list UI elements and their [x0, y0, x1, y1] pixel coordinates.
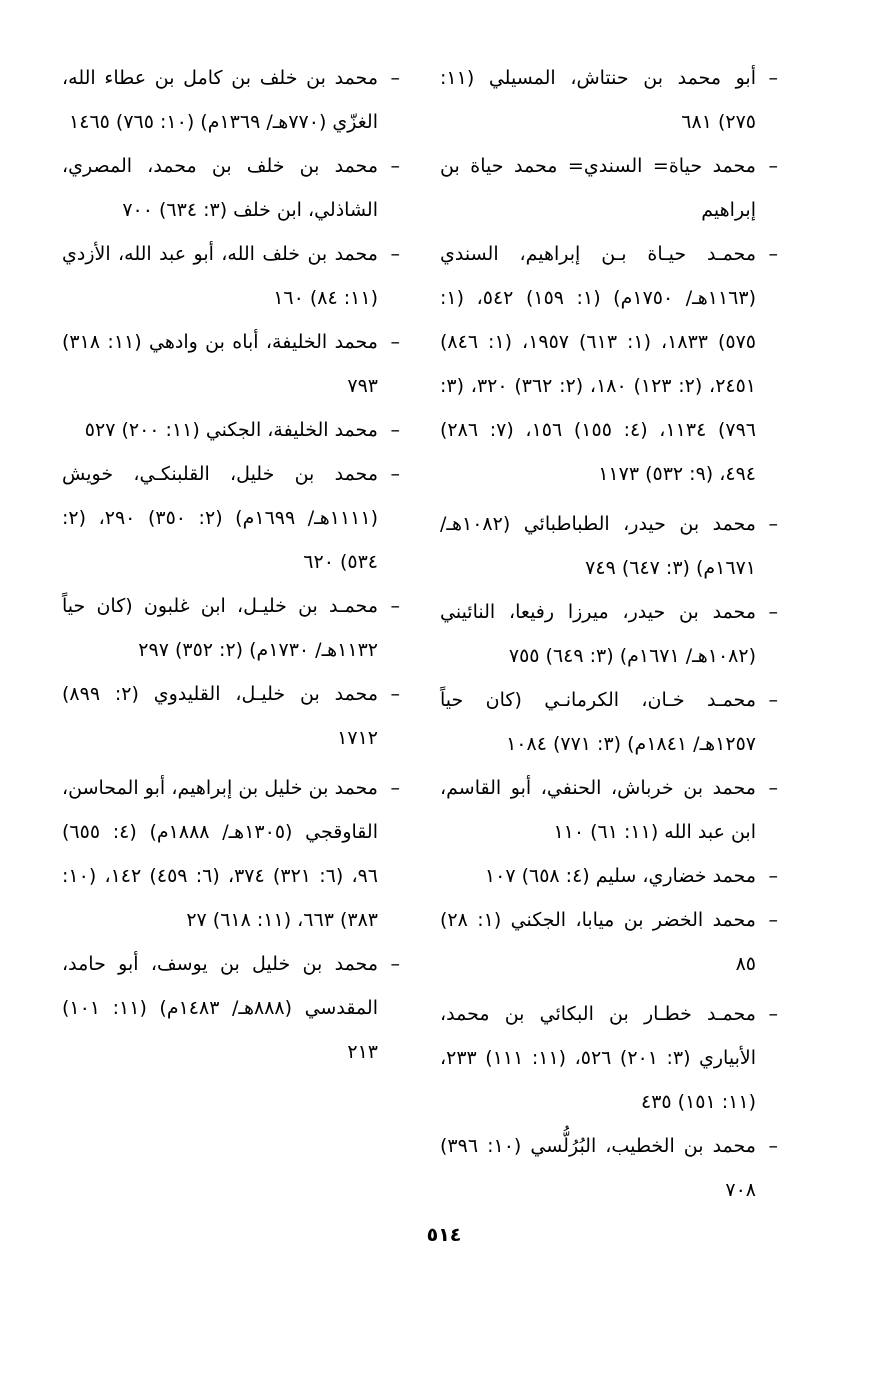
- entry-text: محمد بن خلف الله، أبو عبد الله، الأزدي (١١: ٨٤) ١٦٠: [62, 243, 378, 309]
- entry-text: محمـد بن خليـل، ابن غلبون (كان حياً ١١٣٢هـ/ ١٧٣٠م) (٢: ٣٥٢) ٢٩٧: [62, 595, 378, 661]
- index-entry: [440, 898, 780, 986]
- index-entry: [440, 56, 780, 144]
- entry-text: محمد بن خليـل، القليدوي (٢: ٨٩٩) ١٧١٢: [62, 683, 378, 749]
- entry-dash: –: [390, 67, 400, 89]
- index-entry: [440, 502, 780, 590]
- entry-text: محمـد خـان، الكرمانـي (كان حياً ١٢٥٧هـ/ ١٨٤١م) (٣: ٧٧١) ١٠٨٤: [440, 689, 756, 755]
- entry-text: محمد بن خليل بن يوسف، أبو حامد، المقدسي (٨٨٨هـ/ ١٤٨٣م) (١١: ١٠١) ٢١٣: [62, 953, 378, 1063]
- entry-text: محمد بن الخطيب، البُرُلُّسي (١٠: ٣٩٦) ٧٠٨: [440, 1135, 756, 1201]
- entry-dash: –: [390, 463, 400, 485]
- index-entry: [62, 942, 402, 1074]
- index-entry: [62, 584, 402, 672]
- entry-text: محمـد حيـاة بـن إبراهيم، السندي (١١٦٣هـ/ ١٧٥٠م) (١: ١٥٩) ٥٤٢، (١: ٥٧٥) ١٨٣٣، (١: ٦١٣) ١٩٥٧، (١: ٨٤٦) ٢٤٥١، (٢: ١٢٣) ١٨٠، (٢: ٣٦٢) ٣٢٠، (٣: ٧٩٦) ١١٣٤، (٤: ١٥٥) ١٥٦، (٧: ٢٨٦) ٤٩٤، (٩: ٥٣٢) ١١٧٣: [440, 243, 757, 485]
- entry-text: محمد بن خليل بن إبراهيم، أبو المحاسن، القاوقجي (١٣٠٥هـ/ ١٨٨٨م) (٤: ٦٥٥) ٩٦، (٦: ٣٢١) ٣٧٤، (٦: ٤٥٩) ١٤٢، (١٠: ٣٨٣) ٦٦٣، (١١: ٦١٨) ٢٧: [62, 777, 379, 931]
- entry-dash: –: [390, 155, 400, 177]
- index-entry: [440, 854, 780, 898]
- entry-dash: –: [768, 1135, 778, 1157]
- entry-text: محمد خضاري، سليم (٤: ٦٥٨) ١٠٧: [484, 865, 756, 887]
- index-entry: [62, 144, 402, 232]
- entry-dash: –: [768, 1003, 778, 1025]
- index-entry: [440, 766, 780, 854]
- index-entry: [62, 408, 402, 452]
- entry-text: محمد بن حيدر، ميرزا رفيعا، النائيني (١٠٨٢هـ/ ١٦٧١م) (٣: ٦٤٩) ٧٥٥: [440, 601, 756, 667]
- entry-text: محمد حياة= السندي= محمد حياة بن إبراهيم: [440, 155, 756, 221]
- index-entry: [62, 766, 402, 942]
- entry-text: محمد بن خلف بن كامل بن عطاء الله، الغزّي (٧٧٠هـ/ ١٣٦٩م) (١٠: ٧٦٥) ١٤٦٥: [62, 67, 378, 133]
- entry-text: محمـد خطـار بن البكائي بن محمد، الأبياري (٣: ٢٠١) ٥٢٦، (١١: ١١١) ٢٣٣، (١١: ١٥١) ٤٣٥: [440, 1003, 756, 1113]
- entry-text: محمد الخليفة، الجكني (١١: ٢٠٠) ٥٢٧: [84, 419, 378, 441]
- entry-dash: –: [390, 953, 400, 975]
- index-entry: [62, 232, 402, 320]
- entry-dash: –: [768, 513, 778, 535]
- index-entry: [440, 590, 780, 678]
- entry-dash: –: [390, 595, 400, 617]
- entry-dash: –: [768, 155, 778, 177]
- page-number: ٥١٤: [426, 1224, 462, 1246]
- index-entry: [62, 452, 402, 584]
- entry-dash: –: [390, 419, 400, 441]
- entry-text: محمد بن خرباش، الحنفي، أبو القاسم، ابن عبد الله (١١: ٦١) ١١٠: [440, 777, 756, 843]
- entry-dash: –: [768, 243, 778, 265]
- index-column-left: [62, 56, 402, 1074]
- entry-dash: –: [390, 243, 400, 265]
- entry-dash: –: [768, 777, 778, 799]
- entry-text: محمد بن خليل، القلبنكـي، خويش (١١١١هـ/ ١٦٩٩م) (٢: ٣٥٠) ٢٩٠، (٢: ٥٣٤) ٦٢٠: [62, 463, 378, 573]
- entry-dash: –: [390, 331, 400, 353]
- index-entry: [440, 144, 780, 232]
- entry-dash: –: [768, 67, 778, 89]
- entry-text: أبو محمد بن حنتاش، المسيلي (١١: ٢٧٥) ٦٨١: [440, 67, 756, 133]
- index-entry: [62, 320, 402, 408]
- index-entry: [440, 232, 780, 496]
- entry-text: محمد الخليفة، أباه بن وادهي (١١: ٣١٨) ٧٩٣: [62, 331, 378, 397]
- entry-dash: –: [390, 777, 400, 799]
- entry-text: محمد الخضر بن ميابا، الجكني (١: ٢٨) ٨٥: [440, 909, 756, 975]
- entry-dash: –: [768, 601, 778, 623]
- index-column-right: [440, 56, 780, 1212]
- index-entry: [440, 1124, 780, 1212]
- index-entry: [440, 678, 780, 766]
- entry-dash: –: [768, 865, 778, 887]
- index-entry: [62, 56, 402, 144]
- entry-text: محمد بن حيدر، الطباطبائي (١٠٨٢هـ/ ١٦٧١م) (٣: ٦٤٧) ٧٤٩: [440, 513, 756, 579]
- entry-text: محمد بن خلف بن محمد، المصري، الشاذلي، ابن خلف (٣: ٦٣٤) ٧٠٠: [62, 155, 378, 221]
- entry-dash: –: [768, 909, 778, 931]
- entry-dash: –: [768, 689, 778, 711]
- index-entry: [440, 992, 780, 1124]
- entry-dash: –: [390, 683, 400, 705]
- index-entry: [62, 672, 402, 760]
